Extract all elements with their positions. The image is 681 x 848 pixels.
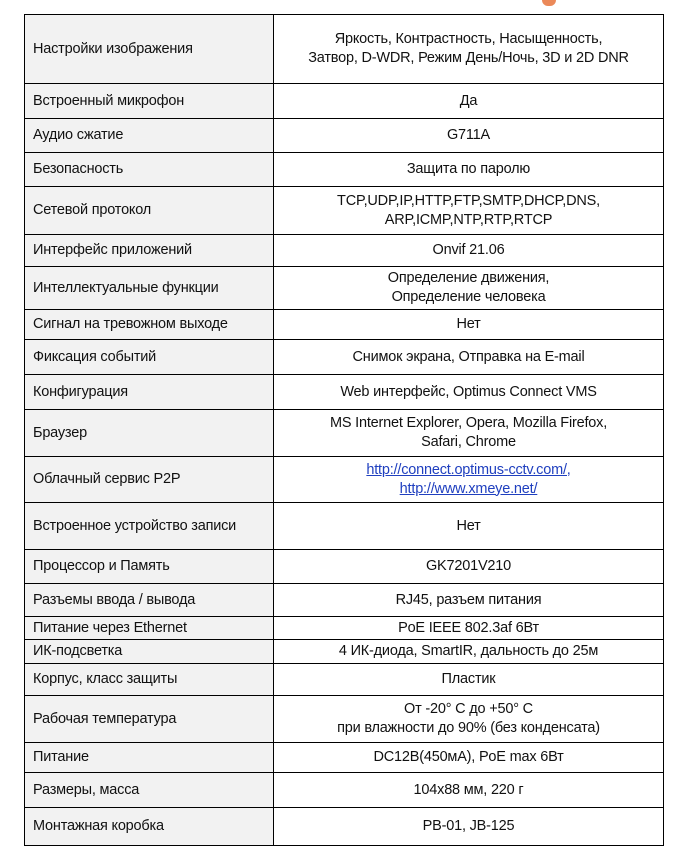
spec-value-line: PoE IEEE 802.3af 6Вт — [398, 619, 539, 636]
p2p-service-link[interactable]: http://www.xmeye.net/ — [399, 480, 538, 497]
spec-value — [274, 153, 664, 187]
spec-row — [25, 550, 664, 584]
spec-label: Встроенный микрофон — [25, 84, 274, 119]
spec-label: Процессор и Память — [25, 550, 274, 584]
spec-row — [25, 267, 664, 310]
spec-row — [25, 503, 664, 550]
spec-value-line: 4 ИК-диода, SmartIR, дальность до 25м — [338, 643, 599, 659]
p2p-service-link[interactable]: http://connect.optimus-cctv.com/, — [366, 461, 571, 478]
spec-label: Питание — [25, 743, 274, 773]
spec-label: Фиксация событий — [25, 340, 274, 375]
spec-row — [25, 340, 664, 375]
spec-label: ИК-подсветка — [25, 640, 274, 664]
spec-label: Браузер — [25, 410, 274, 457]
spec-row — [25, 773, 664, 808]
spec-label: Размеры, масса — [25, 773, 274, 808]
spec-row — [25, 235, 664, 267]
spec-value-line: Снимок экрана, Отправка на E-mail — [352, 348, 585, 365]
spec-label: Корпус, класс защиты — [25, 664, 274, 696]
spec-label: Интерфейс приложений — [25, 235, 274, 267]
spec-row — [25, 664, 664, 696]
spec-row — [25, 15, 664, 84]
spec-value — [274, 808, 664, 846]
spec-value — [274, 375, 664, 410]
spec-value — [274, 310, 664, 340]
spec-value-line: Нет — [456, 316, 481, 332]
spec-value — [274, 773, 664, 808]
spec-row — [25, 84, 664, 119]
spec-value — [274, 15, 664, 84]
spec-value — [274, 410, 664, 457]
spec-row — [25, 808, 664, 846]
spec-value-line: Да — [459, 92, 478, 109]
spec-value-line: G711A — [446, 127, 491, 143]
spec-value — [274, 119, 664, 153]
spec-row — [25, 187, 664, 235]
spec-row — [25, 119, 664, 153]
spec-value — [274, 457, 664, 503]
spec-value-line: Затвор, D-WDR, Режим День/Ночь, 3D и 2D DNR — [308, 50, 629, 66]
spec-row — [25, 375, 664, 410]
brand-logo-fragment — [542, 0, 556, 6]
spec-label: Сетевой протокол — [25, 187, 274, 235]
spec-value — [274, 550, 664, 584]
spec-value-line: GK7201V210 — [425, 558, 512, 574]
spec-row — [25, 696, 664, 743]
spec-label: Конфигурация — [25, 375, 274, 410]
spec-value — [274, 84, 664, 119]
spec-label: Настройки изображения — [25, 15, 274, 84]
spec-value — [274, 187, 664, 235]
spec-value — [274, 664, 664, 696]
spec-row — [25, 410, 664, 457]
spec-label: Интеллектуальные функции — [25, 267, 274, 310]
spec-value-line: Safari, Chrome — [421, 434, 516, 450]
spec-row — [25, 743, 664, 773]
spec-row — [25, 457, 664, 503]
spec-value-line: Нет — [456, 517, 481, 534]
spec-label: Встроенное устройство записи — [25, 503, 274, 550]
spec-label: Разъемы ввода / вывода — [25, 584, 274, 617]
spec-label: Питание через Ethernet — [25, 617, 274, 640]
spec-row — [25, 640, 664, 664]
spec-value-line: при влажности до 90% (без конденсата) — [337, 720, 600, 736]
spec-row — [25, 584, 664, 617]
spec-label: Облачный сервис P2P — [25, 457, 274, 503]
spec-value-line: ARP,ICMP,NTP,RTP,RTCP — [384, 211, 553, 228]
spec-value-line: Onvif 21.06 — [432, 242, 505, 258]
spec-label: Безопасность — [25, 153, 274, 187]
spec-value-line: Яркость, Контрастность, Насыщенность, — [334, 31, 603, 47]
spec-label: Рабочая температура — [25, 696, 274, 743]
spec-label: Сигнал на тревожном выходе — [25, 310, 274, 340]
spec-label: Монтажная коробка — [25, 808, 274, 846]
spec-row — [25, 617, 664, 640]
spec-value — [274, 617, 664, 640]
spec-row — [25, 310, 664, 340]
spec-value-line: TCP,UDP,IP,HTTP,FTP,SMTP,DHCP,DNS, — [337, 192, 600, 209]
spec-value — [274, 340, 664, 375]
spec-value — [274, 640, 664, 664]
spec-value-line: DC12В(450мА), PoE max 6Вт — [373, 749, 564, 765]
spec-value — [274, 696, 664, 743]
spec-value — [274, 235, 664, 267]
spec-value-line: 104x88 мм, 220 г — [413, 781, 524, 798]
spec-value-line: Определение человека — [391, 289, 546, 305]
spec-value-line: PB-01, JB-125 — [422, 818, 515, 834]
spec-value — [274, 503, 664, 550]
spec-value-line: Web интерфейс, Optimus Connect VMS — [340, 383, 597, 400]
spec-value-line: Защита по паролю — [406, 161, 531, 177]
spec-value-line: От -20° C до +50° C — [404, 701, 533, 717]
spec-row — [25, 153, 664, 187]
spec-value — [274, 267, 664, 310]
spec-value — [274, 584, 664, 617]
specifications-table — [24, 14, 664, 846]
spec-value-line: Пластик — [441, 671, 496, 687]
spec-value-line: RJ45, разъем питания — [395, 591, 542, 608]
spec-value — [274, 743, 664, 773]
spec-value-line: MS Internet Explorer, Opera, Mozilla Firefox, — [329, 415, 608, 431]
spec-label: Аудио сжатие — [25, 119, 274, 153]
spec-value-line: Определение движения, — [387, 270, 550, 286]
